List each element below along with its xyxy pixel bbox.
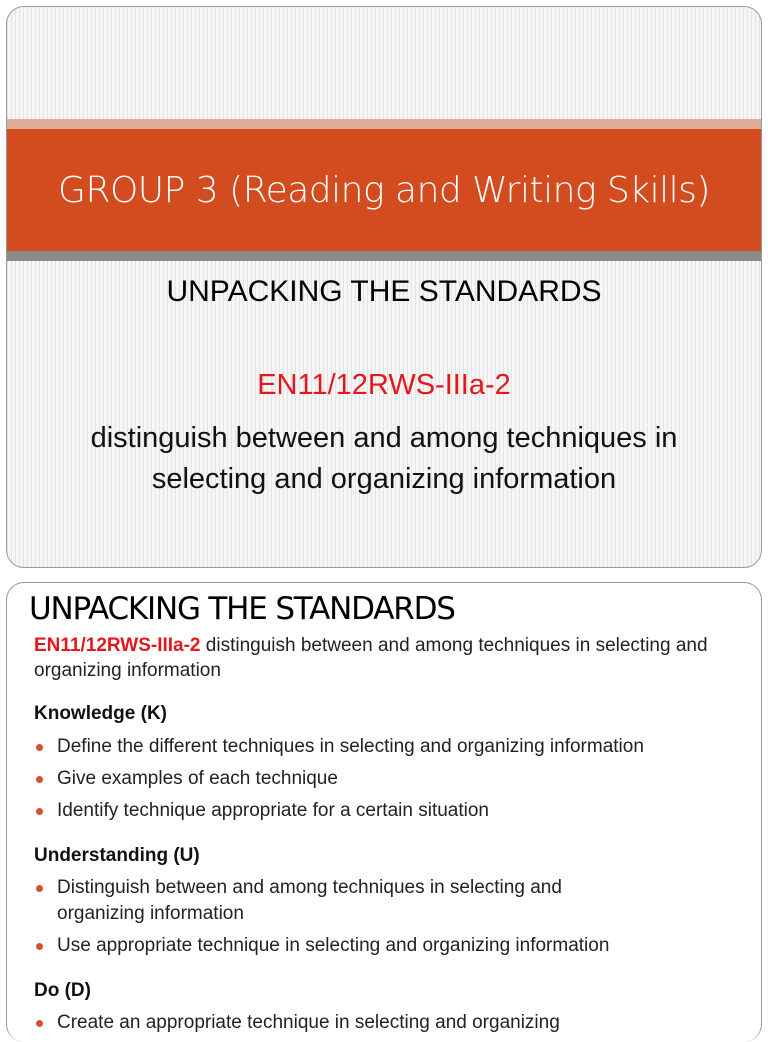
list-item-text: Define the different techniques in selecting and organizing information [57, 736, 644, 757]
understanding-heading: Understanding (U) [34, 845, 200, 866]
list-item [34, 766, 744, 792]
do-list [34, 1010, 654, 1042]
list-item-text: Identify technique appropriate for a certain situation [57, 800, 489, 821]
standard-intro-text: distinguish between and among techniques in selecting and organizing information [34, 635, 708, 681]
standard-code-inline: EN11/12RWS-IIIa-2 [34, 635, 201, 656]
list-item-text: Distinguish between and among techniques in selecting and organizing information [57, 877, 562, 924]
knowledge-list [34, 734, 744, 830]
list-item-text: Give examples of each technique [57, 768, 338, 789]
do-heading: Do (D) [34, 980, 91, 1001]
title-band-top-stripe [7, 119, 761, 129]
list-item [34, 875, 654, 927]
bullet-dot-icon [36, 943, 43, 950]
list-item [34, 734, 744, 760]
title-band [7, 129, 761, 251]
bullet-dot-icon [36, 808, 43, 815]
list-item [34, 1010, 654, 1036]
understanding-list [34, 875, 654, 965]
title-band-bottom-stripe [7, 251, 761, 261]
standard-code: EN11/12RWS-IIIa-2 [257, 369, 511, 401]
content-slide [6, 582, 762, 1042]
standard-description: distinguish between and among techniques in selecting and organizing information [90, 422, 678, 495]
slide-title: GROUP 3 (Reading and Writing Skills) [58, 169, 710, 211]
list-item [34, 933, 654, 959]
list-item [34, 798, 744, 824]
list-item-text: Create an appropriate technique in selecting and organizing [57, 1012, 560, 1033]
slide-subtitle: UNPACKING THE STANDARDS [166, 275, 602, 308]
slide-heading: UNPACKING THE STANDARDS [29, 591, 455, 627]
knowledge-heading: Knowledge (K) [34, 703, 167, 724]
bullet-dot-icon [36, 885, 43, 892]
title-slide [6, 6, 762, 568]
standard-intro [34, 633, 734, 683]
bullet-dot-icon [36, 776, 43, 783]
bullet-dot-icon [36, 744, 43, 751]
list-item-text: Use appropriate technique in selecting and organizing information [57, 935, 610, 956]
